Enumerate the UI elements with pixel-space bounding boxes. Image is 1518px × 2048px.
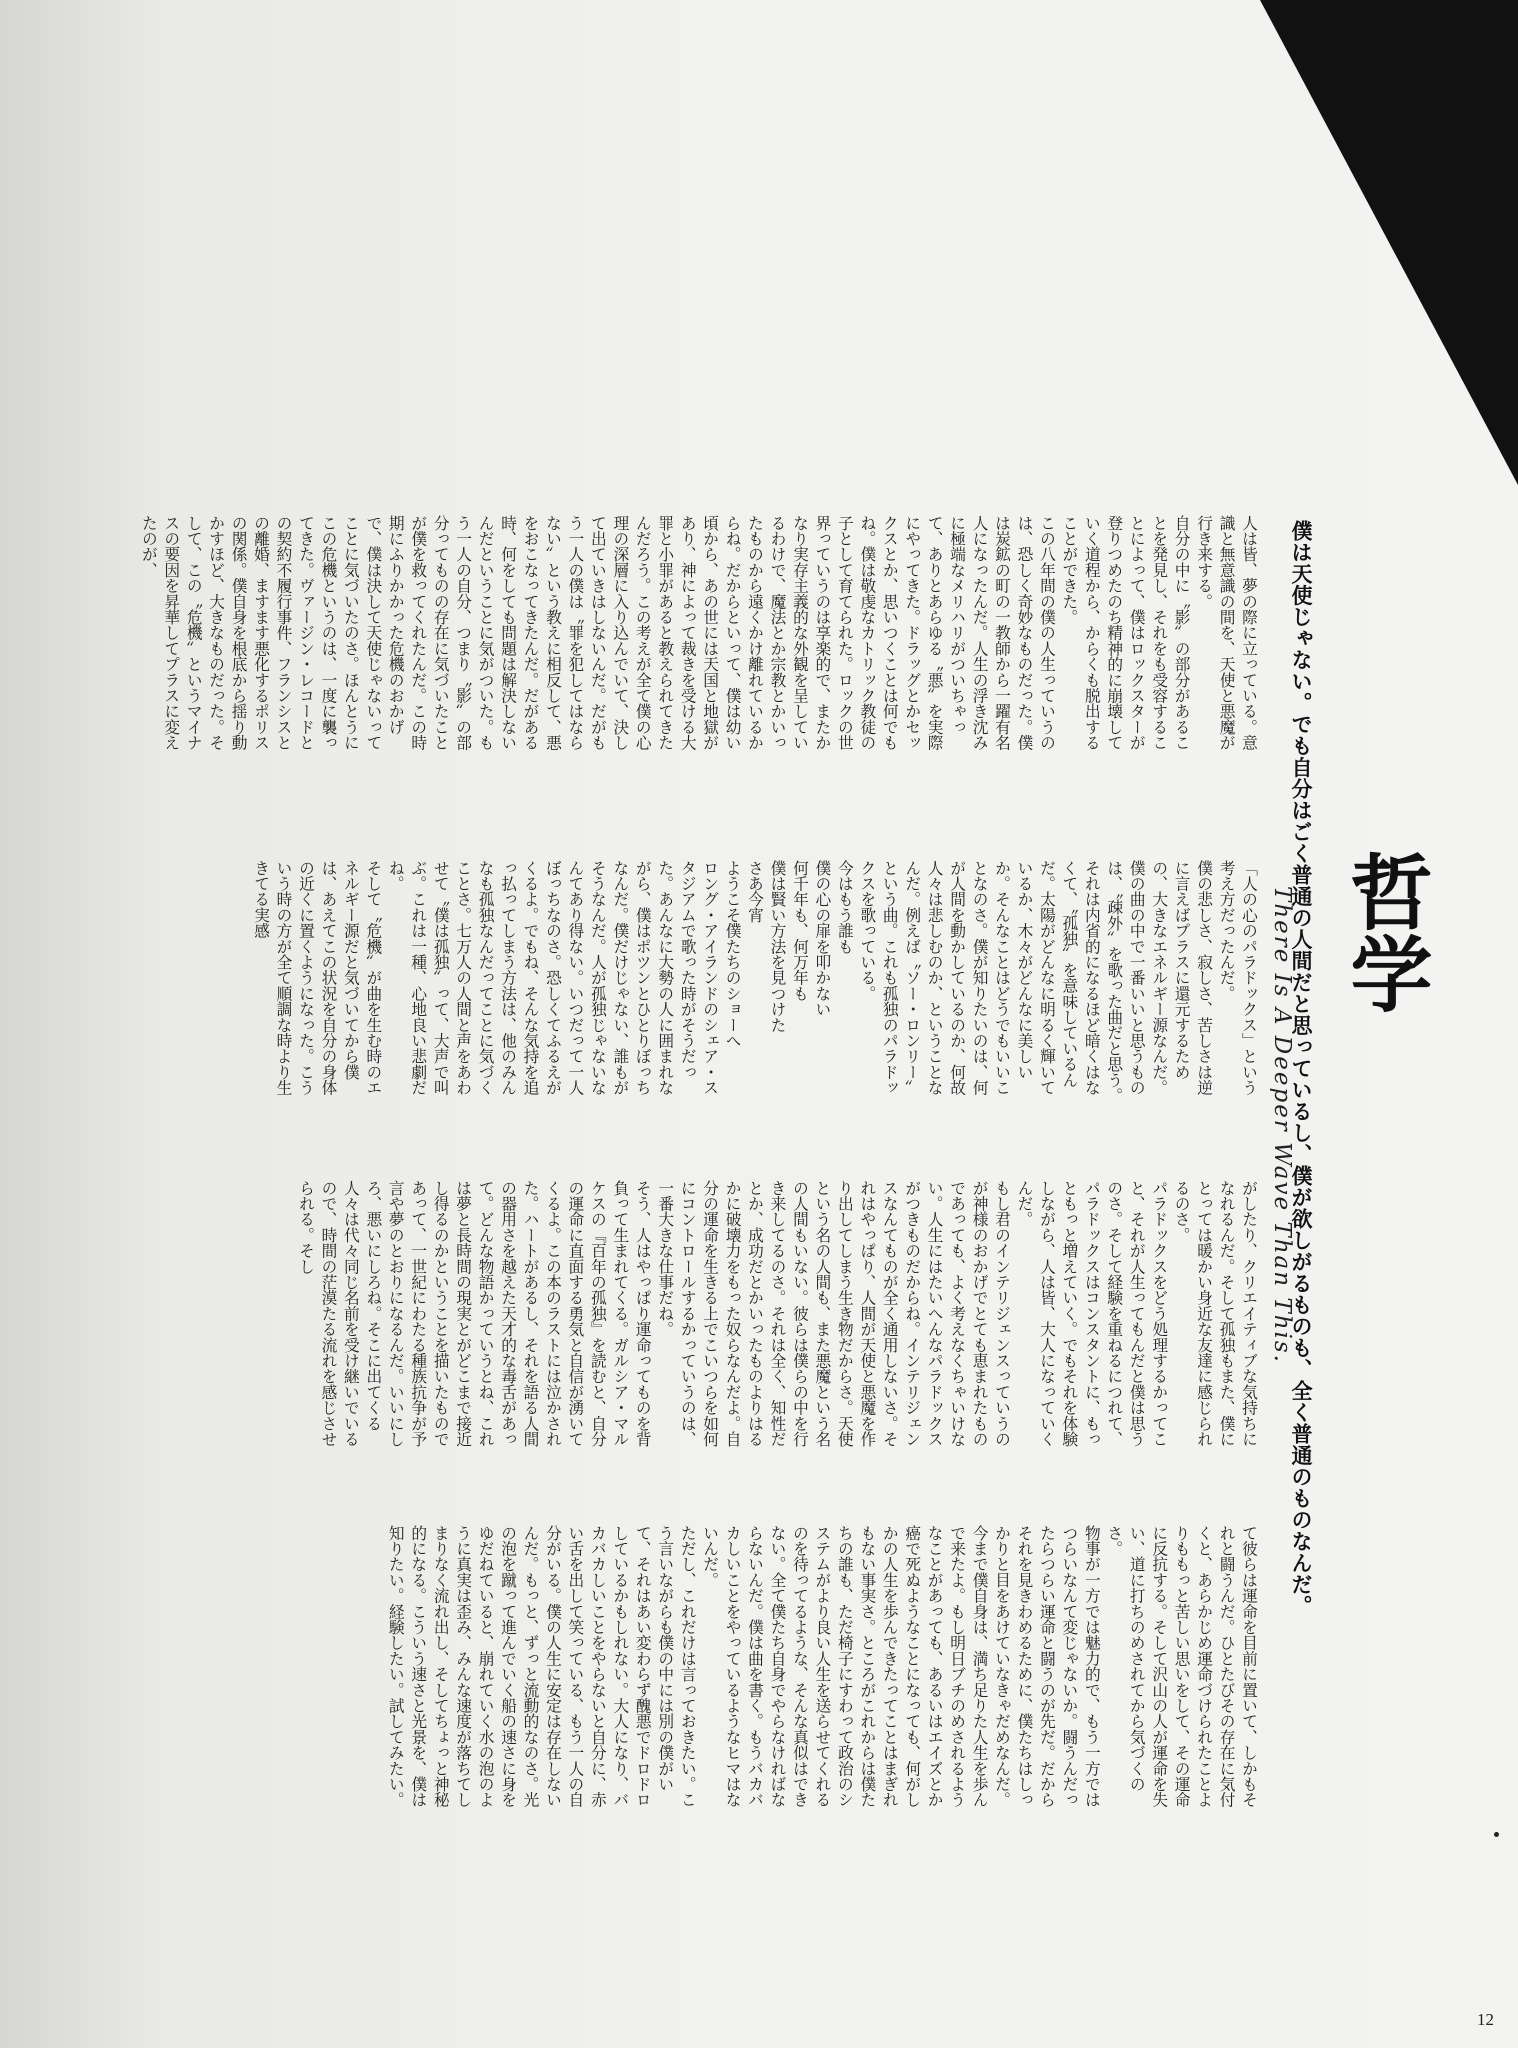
page-subtitle: There Is A Deeper Wave Than This. xyxy=(1269,886,1295,1364)
body-text-block-4: て彼らは運命を目前に置いて、しかもそれと闘うんだ。ひとたびその存在に気付くと、あらかじめ運命づけられたことよりももっと苦しい思いをして、その運命に反抗する。そして沢山の人が運命を失い、道に打ちのめされてから気づくのさ。 物事が一方では魅力的で、もう一方ではつらいなんて変じゃないか。闘うんだったらつらい運命と闘うのが先だ。だからそれを見きわめるために、僕たちはしっかりと目をあけていなきゃだめなんだ。 今まで僕自身は、満ち足りた人生を歩んで来たよ。もし明日ブチのめされるようなことがあっても、あるいはエイズとか癌で死ぬようなことになっても、何がしかの人生を歩んできたってことはまぎれもない事実さ。ところがこれからは僕たちの誰も、ただ椅子にすわって政治のシステムがより良い人生を送らせてくれるのを待ってるような、そんな真似はできない。全て僕たち自身でやらなければならないんだ。僕は曲を書く。もうバカバカしいことをやっているようなヒマはないんだ。 ただし、これだけは言っておきたい。こう言いながらも僕の中には別の僕がいて、それはあい変わらず醜悪でドロドロしているかもしれない。大人になり、バカバカしいことをやらないと自分に、赤い舌を出して笑っている、もう一人の自分がいる。僕の人生に安定は存在しないんだ。もっと、ずっと流動的なのさ。光の泡を蹴って進んでいく船の速さに身をゆだねていると、崩れていく水の泡のように真実は歪み、みんな速度が落ちてしまりなく流れ出し、そしてちょっと神秘的になる。こういう速さと光景を、僕は知りたい。経験したい。試してみたい。 xyxy=(386,1525,1259,1808)
page-number: 12 xyxy=(1477,2010,1494,2029)
dot-mark xyxy=(1494,1832,1499,1837)
body-text-block-1: 人は皆、夢の際に立っている。意識と無意識の間を、天使と悪魔が行き来する。 自分の中に〝影〟の部分があることを発見し、それをも受容することによって、僕はロックスターが登りつめたのち精神的に崩壊していく道程から、からくも脱出することができた。 この八年間の僕の人生っていうのは、恐しく奇妙なものだった。僕は炭鉱の町の一教師から一躍有名人になったんだ。人生の浮き沈みに極端なメリハリがついちゃって、ありとあらゆる〝悪〟を実際にやってきた。ドラッグとかセックスとか、思いつくことは何でもね。僕は敬虔なカトリック教徒の子として育てられた。ロックの世界っていうのは享楽的で、またかなり実存主義的な外観を呈しているわけで、魔法とか宗教とかいったものから遠くかけ離れているからね。だからといって、僕は幼い頃から、あの世には天国と地獄があり、神によって裁きを受ける大罪と小罪があると教えられてきたんだろう。この考えが全て僕の心理の深層に入り込んでいて、決して出ていきはしないんだ。だがもう一人の僕は〝罪を犯してはならない〟という教えに相反して、悪をおこなってきたんだ。だがある時、何をしても問題は解決しないんだということに気がついた。もう一人の自分、つまり〝影〟の部分ってものの存在に気づいたことが僕を救ってくれたんだ。この時期にふりかかった危機のおかげで、僕は決して天使じゃないってことに気づいたのさ。ほんとうにこの危機というのは、一度に襲ってきた。ヴァージン・レコードとの契約不履行事件、フランシスとの離婚、ますます悪化するポリスの関係。僕自身を根底から揺り動かすほど、大きなものだった。そして、この〝危機〟というマイナスの要因を昇華してプラスに変えたのが、 xyxy=(139,515,1259,751)
body-text-block-2: 「人の心のパラドックス」という考え方だったんだ。 僕の悲しさ、寂しさ、苦しさは逆に言えばプラスに還元するための、大きなエネルギー源なんだ。僕の曲の中で一番いいと思うものは、〝疎外〟を歌った曲だと思う。それは内省的になるほど暗くはなくて、〝孤独〟を意味しているんだ。太陽がどんなに明るく輝いているか、木々がどんなに美しいか。そんなことはどうでもいいことなのさ。僕が知りたいのは、何が人間を動かしているのか、何故人々は悲しむのか、ということなんだ。例えば〝ソー・ロンリー〟という曲。これも孤独のパラドックスを歌っている。 今はもう誰も 僕の心の扉を叩かない 何千年も、何万年も 僕は賢い方法を見つけた さあ今宵 ようこそ僕たちのショーへ ロング・アイランドのシェア・スタジアムで歌った時がそうだった。あんなに大勢の人に囲まれながら、僕はポツンとひとりぼっちなんだ。僕だけじゃない、誰もがそうなんだ。人が孤独じゃないなんてあり得ない。いつだって一人ぼっちなのさ。恐しくてふるえがくるよ。でもね、そんな気持を追っ払ってしまう方法は、他のみんなも孤独なんだってことに気づくことさ。七万人の人間と声をあわせて〝僕は孤独〟って、大声で叫ぶ。これは一種、心地良い悲劇だね。 そして〝危機〟が曲を生む時のエネルギー源だと気づいてから僕は、あえてこの状況を自分の身体の近くに置くようになった。こういう時の方が全て順調な時より生きてる実感 xyxy=(252,860,1259,1104)
tagline: 僕は天使じゃない。でも自分はごく普通の人間だと思っているし、僕が欲しがるものも、全く普通のものなんだ。 xyxy=(1289,520,1313,1617)
page-title: 哲学 xyxy=(1337,850,1432,1014)
body-text-block-3: がしたり、クリエイティブな気持ちになれるんだ。そして孤独もまた、僕にとっては暖かい身近な友達に感じられるのさ。 パラドックスをどう処理するかってこと、それが人生ってもんだと僕は思うのさ。そして経験を重ねるにつれて、パラドックスはコンスタントに、もっともっと増えていく。でもそれを体験しながら、人は皆、大人になっていくんだ。 もし君のインテリジェンスっていうのが神様のおかげでとても恵まれたものであっても、よく考えなくちゃいけない。人生にはたいへんなパラドックスがつきものだからね。インテリジェンスなんてものが全く通用しないさ。それはやっぱり、人間が天使と悪魔を作り出してしまう生き物だからさ。天使という名の人間も、また悪魔という名の人間もいない。彼らは僕らの中を行き来してるのさ。それは全く、知性だとか、成功だとかいったものよりはるかに破壊力をもった奴らなんだよ。自分の運命を生きる上でこいつらを如何にコントロールするかっていうのは、一番大きな仕事だね。 そう、人はやっぱり運命ってものを背負って生まれてくる。ガルシア・マルケスの『百年の孤独』を読むと、自分の運命に直面する勇気と自信が湧いてくるよ。この本のラストには泣かされた。ハートがあるし、それを語る人間の器用さを越えた天才的な毒舌があって。どんな物語かっていうとね、これは夢と長時間の現実とがどこまで接近し得るのかということを描いたものであって、一世紀にわたる種族抗争が予言や夢のとおりになるんだ。いいにしろ、悪いにしろね。そこに出てくる人々は代々同じ名前を受け継いでいるので、時間の茫漠たる流れを感じさせられる。そし xyxy=(296,1180,1259,1447)
